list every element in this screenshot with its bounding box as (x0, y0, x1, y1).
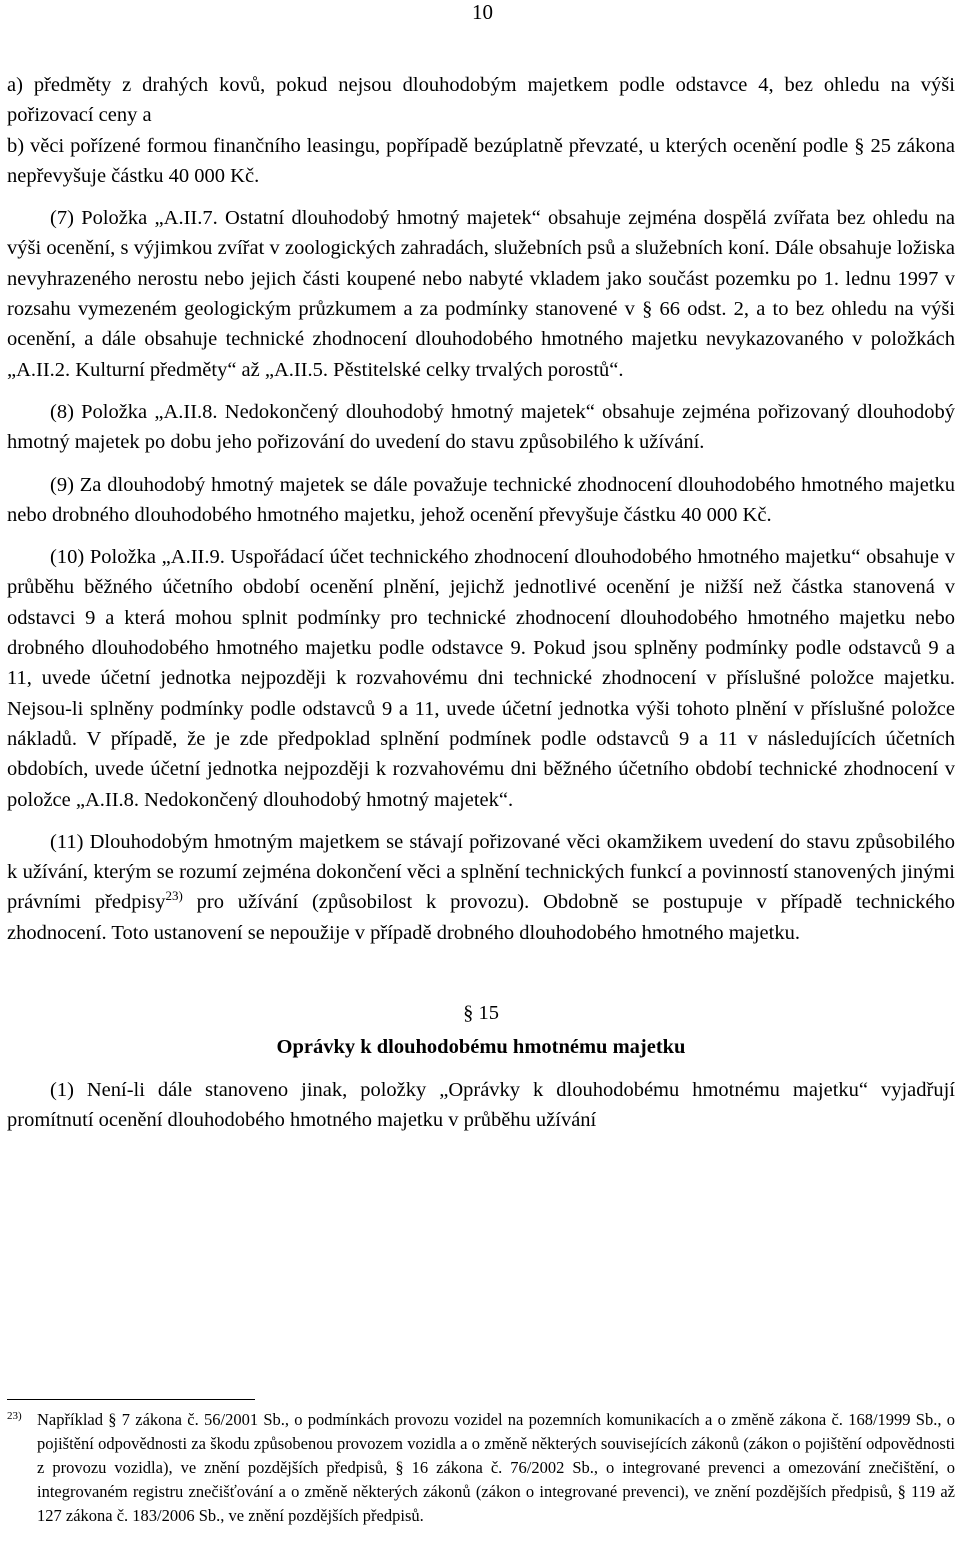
list-item-a: a) předměty z drahých kovů, pokud nejsou dlouhodobým majetkem podle odstavce 4, bez ohledu na výši pořizovací ceny a (7, 74, 955, 127)
paragraph-8: (8) Položka „A.II.8. Nedokončený dlouhodobý hmotný majetek“ obsahuje zejména pořizovaný dlouhodobý hmotný majetek po dobu jeho pořizování do uvedení do stavu způsobilého k užívání. (7, 400, 955, 454)
section-title: Oprávky k dlouhodobému hmotnému majetku (276, 1036, 686, 1059)
footnote-mark: 23) (7, 1410, 22, 1422)
paragraph-7: (7) Položka „A.II.7. Ostatní dlouhodobý hmotný majetek“ obsahuje zejména dospělá zvířata bez ohledu na výši ocenění, s výjimkou zvířat v zoologických zahradách, služebních psů a služebních koní. Dále obsahuje ložiska nevyhrazeného nerostu nebo jejich části koupené nebo nabyté vkladem jako součást pozemku po 1. lednu 1997 v rozsahu vymezeném geologickým průzkumem a za podmínky stanovené v § 66 odst. 2, a to bez ohledu na výši ocenění, a dále obsahuje technické zhodnocení dlouhodobého hmotného majetku nevykazovaného v položkách „A.II.2. Kulturní předměty“ až „A.II.5. Pěstitelské celky trvalých porostů“. (7, 207, 955, 381)
footnote-text: Například § 7 zákona č. 56/2001 Sb., o podmínkách provozu vozidel na pozemních komunikacích a o změně zákona č. 168/1999 Sb., o pojištění odpovědnosti za škodu způsobenou provozem vozidla a o změně některých souvisejících zákonů (zákon o pojištění odpovědnosti z provozu vozidla), ve znění pozdějších předpisů, § 16 zákona č. 76/2002 Sb., o integrované prevenci a omezování znečištění, o integrovaném registru znečišťování a o změně některých zákonů (zákon o integrované prevenci), ve znění pozdějších předpisů, § 119 až 127 zákona č. 183/2006 Sb., ve znění pozdějších předpisů. (37, 1410, 955, 1525)
document-body (7, 70, 955, 1147)
section-number: § 15 (463, 1002, 499, 1025)
paragraph-11-text-end: pro užívání (způsobilost k provozu). Obdobně se postupuje v případě technického zhodnocení. Toto ustanovení se nepoužije v případě drobného dlouhodobého hmotného majetku. (7, 891, 955, 944)
section-paragraph-1: (1) Není-li dále stanoveno jinak, položky „Oprávky k dlouhodobému hmotnému majetku“ vyjadřují promítnutí ocenění dlouhodobého hmotného majetku v průběhu užívání (7, 1078, 955, 1131)
paragraph-10: (10) Položka „A.II.9. Uspořádací účet technického zhodnocení dlouhodobého hmotného majetku“ obsahuje v průběhu běžného účetního období ocenění plnění, jejichž jednotlivé ocenění je nižší než částka stanovená v odstavci 9 a která mohou splnit podmínky pro technické zhodnocení dlouhodobého hmotného majetku nebo drobného dlouhodobého hmotného majetku podle odstavce 9. Pokud jsou splněny podmínky podle odstavců 9 a 11, uvede účetní jednotka nejpozději k rozvahovému dni technické zhodnocení v příslušné položce majetku. Nejsou-li splněny podmínky podle odstavců 9 a 11, uvede účetní jednotka výši tohoto plnění v příslušné položce nákladů. V případě, že je zde předpoklad splnění podmínek podle odstavců 9 a 11 v následujících účetních obdobích, uvede účetní jednotka nejpozději k rozvahovému dni běžného účetního období technické zhodnocení v položce „A.II.8. Nedokončený dlouhodobý hmotný majetek“. (7, 546, 955, 811)
footnotes (7, 1408, 955, 1528)
paragraph-9: (9) Za dlouhodobý hmotný majetek se dále považuje technické zhodnocení dlouhodobého hmotného majetku nebo drobného dlouhodobého hmotného majetku, jehož ocenění převyšuje částku 40 000 Kč. (7, 473, 955, 526)
footnote-23 (7, 1408, 955, 1528)
footnote-reference: 23) (165, 888, 183, 904)
paragraph-11-text-start: (11) Dlouhodobým hmotným majetkem se stávají pořizované věci okamžikem uvedení do stavu způsobilého k užívání, kterým se rozumí zejména dokončení věci a splnění technických funkcí a povinností stanovených jinými právními předpisy (7, 830, 955, 914)
list-item-b: b) věci pořízené formou finančního leasingu, popřípadě bezúplatně převzaté, u kterých ocenění podle § 25 zákona nepřevyšuje částku 40 000 Kč. (7, 134, 955, 187)
paragraph-11 (7, 827, 955, 948)
page-number: 10 (472, 0, 493, 24)
footnote-divider (7, 1399, 255, 1400)
